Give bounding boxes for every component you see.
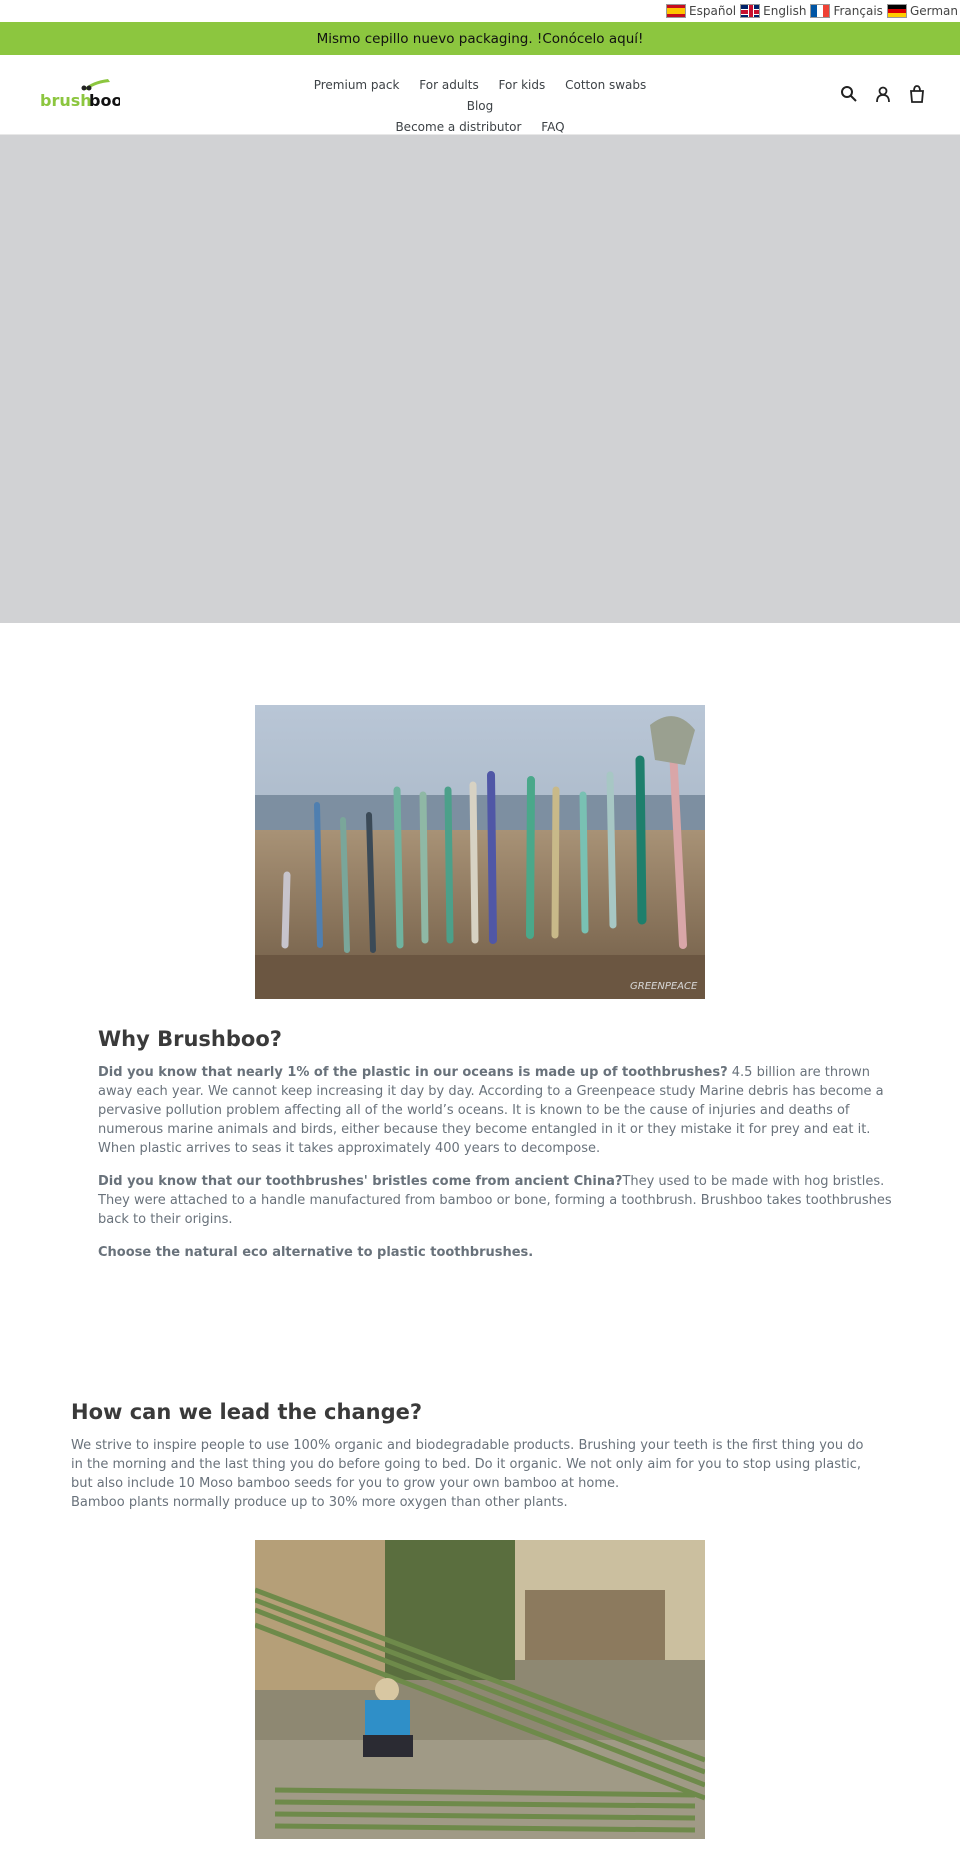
nav-for-kids[interactable]: For kids [498,78,546,92]
why-paragraph-1 [98,1063,898,1158]
svg-text:boo: boo [89,91,120,110]
nav-blog[interactable]: Blog [466,99,494,113]
lang-spanish[interactable] [666,4,736,18]
spain-flag-icon [666,4,686,18]
nav-cotton-swabs[interactable]: Cotton swabs [565,78,647,92]
lang-label: Français [833,4,883,18]
bamboo-worker-photo [255,1540,705,1839]
why-section [98,1027,898,1262]
beach-toothbrushes-photo [255,705,705,999]
lang-label: Español [689,4,737,18]
main-nav [290,75,670,138]
header-icons [840,85,926,103]
svg-text:brush: brush [40,91,92,110]
uk-flag-icon [740,4,760,18]
hero-banner [0,135,960,623]
why-p2-bold: Did you know that our toothbrushes' bristles come from ancient China? [98,1174,623,1189]
lang-german[interactable] [887,4,958,18]
nav-become-distributor[interactable]: Become a distributor [395,120,522,134]
nav-faq[interactable]: FAQ [541,120,565,134]
greenpeace-watermark: GREENPEACE [630,981,698,992]
germany-flag-icon [887,4,907,18]
lead-title: How can we lead the change? [71,1400,423,1424]
lang-french[interactable] [810,4,882,18]
france-flag-icon [810,4,830,18]
nav-premium-pack[interactable]: Premium pack [313,78,400,92]
nav-for-adults[interactable]: For adults [419,78,479,92]
why-paragraph-3 [98,1243,898,1262]
lang-english[interactable] [740,4,806,18]
announcement-bar[interactable] [0,22,960,55]
language-bar [0,0,960,22]
why-p2-rest: They used to be made with hog bristles. They were attached to a handle manufactured from bamboo or bone, forming a toothbrush. Brushboo takes toothbrushes back to their origins. [98,1174,892,1227]
why-title: Why Brushboo? [98,1027,282,1051]
why-p3-bold: Choose the natural eco alternative to plastic toothbrushes. [98,1245,534,1260]
account-icon[interactable] [874,85,892,103]
lead-paragraph-2: Bamboo plants normally produce up to 30% more oxygen than other plants. [71,1495,568,1510]
site-header [0,55,960,135]
search-icon[interactable] [840,85,858,103]
lang-label: English [763,4,807,18]
why-p1-bold: Did you know that nearly 1% of the plastic in our oceans is made up of toothbrushes? [98,1065,728,1080]
why-p1-rest: 4.5 billion are thrown away each year. We cannot keep increasing it day by day. According to a Greenpeace study Marine debris has become a pervasive pollution problem affecting all of the world’s oceans. It is known to be the cause of injuries and deaths of numerous marine animals and birds, either because they become entangled in it or they mistake it for prey and eat it. When plastic arrives to seas it takes approximately 400 years to decompose. [98,1065,884,1156]
lang-label: German [909,4,958,18]
lead-paragraph-1: We strive to inspire people to use 100% organic and biodegradable products. Brushing your teeth is the first thing you do in the morning and the last thing you do before going to bed. Do it organic. We not only aim for you to stop using plastic, but also include 10 Moso bamboo seeds for you to grow your own bamboo at home. [71,1438,864,1491]
lead-section [71,1400,871,1512]
cart-icon[interactable] [908,85,926,103]
brushboo-logo[interactable] [40,77,120,111]
announcement-text: Mismo cepillo nuevo packaging. !Conócelo aquí! [316,30,644,47]
logo-icon [40,77,120,111]
why-paragraph-2 [98,1172,898,1229]
